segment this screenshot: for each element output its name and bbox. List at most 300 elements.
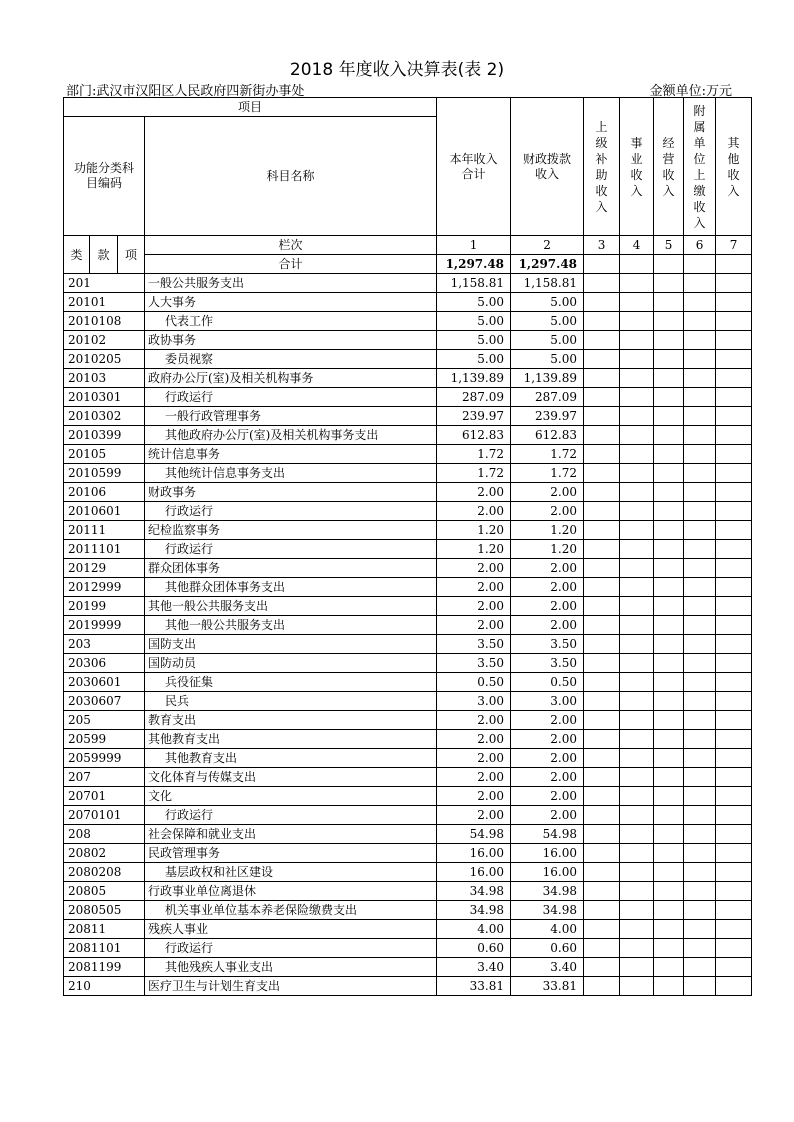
row-code: 20701 [64, 787, 145, 806]
row-c2: 2.00 [511, 616, 584, 635]
empty-cell [684, 331, 716, 350]
row-c1: 1,139.89 [437, 369, 511, 388]
empty-cell [684, 464, 716, 483]
header-project: 项目 [64, 98, 437, 117]
row-name: 纪检监察事务 [145, 521, 437, 540]
table-row [64, 559, 752, 578]
empty-cell [684, 863, 716, 882]
row-code: 2010108 [64, 312, 145, 331]
empty-cell [620, 578, 654, 597]
row-name: 行政运行 [145, 806, 437, 825]
table-row [64, 749, 752, 768]
row-name: 其他群众团体事务支出 [145, 578, 437, 597]
row-c1: 2.00 [437, 616, 511, 635]
empty-cell [716, 426, 752, 445]
empty-cell [684, 882, 716, 901]
empty-cell [684, 635, 716, 654]
row-c1: 1,158.81 [437, 274, 511, 293]
row-name: 群众团体事务 [145, 559, 437, 578]
row-c2: 3.00 [511, 692, 584, 711]
empty-cell [654, 312, 684, 331]
column-no-4: 4 [620, 236, 654, 255]
table-row [64, 445, 752, 464]
empty-cell [716, 654, 752, 673]
empty-cell [716, 806, 752, 825]
row-name: 委员视察 [145, 350, 437, 369]
empty-cell [584, 445, 620, 464]
empty-cell [620, 540, 654, 559]
row-code: 210 [64, 977, 145, 996]
row-code: 2010301 [64, 388, 145, 407]
row-c1: 34.98 [437, 882, 511, 901]
row-c1: 1.20 [437, 540, 511, 559]
empty-cell [654, 920, 684, 939]
table-row [64, 939, 752, 958]
row-name: 文化 [145, 787, 437, 806]
row-c2: 1.72 [511, 464, 584, 483]
empty-cell [684, 768, 716, 787]
empty-cell [716, 559, 752, 578]
row-c1: 2.00 [437, 768, 511, 787]
table-row [64, 540, 752, 559]
row-c2: 3.40 [511, 958, 584, 977]
row-c1: 0.50 [437, 673, 511, 692]
row-name: 其他残疾人事业支出 [145, 958, 437, 977]
table-row [64, 464, 752, 483]
empty-cell [716, 578, 752, 597]
row-code: 2070101 [64, 806, 145, 825]
empty-cell [684, 312, 716, 331]
empty-cell [584, 863, 620, 882]
empty-cell [584, 312, 620, 331]
empty-cell [584, 844, 620, 863]
empty-cell [654, 787, 684, 806]
empty-cell [654, 578, 684, 597]
table-row [64, 635, 752, 654]
empty-cell [716, 977, 752, 996]
empty-cell [654, 673, 684, 692]
row-c2: 34.98 [511, 882, 584, 901]
empty-cell [684, 369, 716, 388]
empty-cell [584, 673, 620, 692]
empty-cell [654, 426, 684, 445]
row-c2: 1.20 [511, 521, 584, 540]
row-c1: 3.00 [437, 692, 511, 711]
empty-cell [584, 369, 620, 388]
empty-cell [684, 597, 716, 616]
table-row [64, 654, 752, 673]
table-row [64, 711, 752, 730]
row-name: 其他教育支出 [145, 749, 437, 768]
empty-cell [654, 388, 684, 407]
row-code: 20805 [64, 882, 145, 901]
row-c1: 1.72 [437, 445, 511, 464]
empty-cell [684, 445, 716, 464]
table-row [64, 787, 752, 806]
row-c2: 5.00 [511, 350, 584, 369]
row-c2: 3.50 [511, 654, 584, 673]
header-col4: 事业收入 [620, 98, 654, 236]
row-name: 残疾人事业 [145, 920, 437, 939]
row-c1: 4.00 [437, 920, 511, 939]
empty-cell [654, 825, 684, 844]
empty-cell [620, 863, 654, 882]
empty-cell [584, 958, 620, 977]
row-c1: 1.72 [437, 464, 511, 483]
empty-cell [716, 711, 752, 730]
row-name: 国防支出 [145, 635, 437, 654]
row-c2: 4.00 [511, 920, 584, 939]
empty-cell [716, 540, 752, 559]
empty-cell [716, 825, 752, 844]
row-c1: 287.09 [437, 388, 511, 407]
empty-cell [584, 597, 620, 616]
row-c2: 2.00 [511, 502, 584, 521]
empty-cell [620, 293, 654, 312]
row-c2: 2.00 [511, 749, 584, 768]
empty-cell [716, 312, 752, 331]
empty-cell [584, 882, 620, 901]
empty-cell [654, 293, 684, 312]
row-c2: 5.00 [511, 331, 584, 350]
row-c1: 33.81 [437, 977, 511, 996]
row-code: 205 [64, 711, 145, 730]
table-row [64, 426, 752, 445]
table-row [64, 331, 752, 350]
empty-cell [654, 635, 684, 654]
empty-cell [584, 407, 620, 426]
table-row [64, 597, 752, 616]
empty-cell [584, 711, 620, 730]
page-title: 2018 年度收入决算表(表 2) [289, 60, 505, 80]
empty-cell [716, 635, 752, 654]
empty-cell [654, 369, 684, 388]
table-row [64, 521, 752, 540]
empty-cell [584, 939, 620, 958]
total-c1: 1,297.48 [437, 255, 511, 274]
empty-cell [716, 939, 752, 958]
row-name: 国防动员 [145, 654, 437, 673]
empty-cell [654, 844, 684, 863]
column-no-1: 1 [437, 236, 511, 255]
empty-cell [684, 825, 716, 844]
empty-cell [584, 977, 620, 996]
empty-cell [620, 388, 654, 407]
empty-cell [620, 939, 654, 958]
row-code: 20802 [64, 844, 145, 863]
table-row [64, 369, 752, 388]
row-code: 2081101 [64, 939, 145, 958]
empty-cell [684, 350, 716, 369]
empty-cell [654, 768, 684, 787]
empty-cell [620, 521, 654, 540]
row-code: 203 [64, 635, 145, 654]
empty-cell [584, 559, 620, 578]
row-c1: 2.00 [437, 597, 511, 616]
row-c2: 54.98 [511, 825, 584, 844]
table-row [64, 274, 752, 293]
header-subject-name: 科目名称 [145, 117, 437, 236]
row-name: 统计信息事务 [145, 445, 437, 464]
empty-cell [620, 597, 654, 616]
row-code: 20105 [64, 445, 145, 464]
empty-cell [620, 331, 654, 350]
header-lei: 类 [64, 236, 90, 274]
empty-cell [584, 806, 620, 825]
empty-cell [684, 711, 716, 730]
table-row [64, 350, 752, 369]
empty-cell [716, 844, 752, 863]
row-c2: 2.00 [511, 578, 584, 597]
empty-cell [716, 863, 752, 882]
empty-cell [584, 901, 620, 920]
empty-cell [684, 293, 716, 312]
row-c1: 2.00 [437, 787, 511, 806]
table-row [64, 692, 752, 711]
row-name: 医疗卫生与计划生育支出 [145, 977, 437, 996]
empty-cell [716, 768, 752, 787]
row-c2: 0.60 [511, 939, 584, 958]
empty-cell [684, 502, 716, 521]
empty-cell [584, 768, 620, 787]
empty-cell [620, 350, 654, 369]
row-code: 207 [64, 768, 145, 787]
row-c1: 3.50 [437, 654, 511, 673]
empty-cell [620, 730, 654, 749]
empty-cell [584, 293, 620, 312]
row-code: 2030607 [64, 692, 145, 711]
empty-cell [620, 616, 654, 635]
row-name: 其他统计信息事务支出 [145, 464, 437, 483]
empty-cell [716, 464, 752, 483]
empty-cell [620, 274, 654, 293]
row-c1: 1.20 [437, 521, 511, 540]
row-name: 行政运行 [145, 502, 437, 521]
empty-cell [684, 901, 716, 920]
empty-cell [684, 654, 716, 673]
row-c2: 34.98 [511, 901, 584, 920]
row-code: 20102 [64, 331, 145, 350]
empty-cell [654, 540, 684, 559]
row-c2: 2.00 [511, 483, 584, 502]
empty-cell [654, 958, 684, 977]
row-c1: 612.83 [437, 426, 511, 445]
empty-cell [620, 635, 654, 654]
row-name: 教育支出 [145, 711, 437, 730]
row-c2: 3.50 [511, 635, 584, 654]
row-c2: 2.00 [511, 787, 584, 806]
row-code: 2059999 [64, 749, 145, 768]
row-c1: 5.00 [437, 331, 511, 350]
empty-cell [584, 825, 620, 844]
header-col6: 附属单位上缴收入 [684, 98, 716, 236]
empty-cell [716, 597, 752, 616]
empty-cell [684, 958, 716, 977]
empty-cell [654, 863, 684, 882]
empty-cell [654, 977, 684, 996]
row-name: 文化体育与传媒支出 [145, 768, 437, 787]
empty-cell [654, 521, 684, 540]
row-c2: 2.00 [511, 711, 584, 730]
header-col5: 经营收入 [654, 98, 684, 236]
row-c2: 1,158.81 [511, 274, 584, 293]
empty-cell [716, 920, 752, 939]
row-code: 2012999 [64, 578, 145, 597]
empty-cell [620, 977, 654, 996]
empty-cell [584, 635, 620, 654]
empty-cell [620, 920, 654, 939]
table-row [64, 977, 752, 996]
department-label: 部门:武汉市汉阳区人民政府四新街办事处 [66, 84, 305, 99]
table-row [64, 312, 752, 331]
empty-cell [684, 559, 716, 578]
empty-cell [716, 673, 752, 692]
empty-cell [620, 692, 654, 711]
empty-cell [584, 502, 620, 521]
row-code: 2080505 [64, 901, 145, 920]
empty-cell [620, 407, 654, 426]
row-c1: 5.00 [437, 350, 511, 369]
revenue-table [63, 97, 752, 996]
row-c1: 2.00 [437, 749, 511, 768]
empty-cell [620, 768, 654, 787]
empty-cell [620, 901, 654, 920]
empty-cell [684, 407, 716, 426]
empty-cell [654, 806, 684, 825]
row-code: 2010205 [64, 350, 145, 369]
empty-cell [654, 350, 684, 369]
empty-cell [716, 407, 752, 426]
row-name: 基层政权和社区建设 [145, 863, 437, 882]
empty-cell [716, 692, 752, 711]
empty-cell [654, 502, 684, 521]
empty-cell [684, 806, 716, 825]
row-c2: 1.20 [511, 540, 584, 559]
row-c2: 1,139.89 [511, 369, 584, 388]
row-c2: 2.00 [511, 806, 584, 825]
row-c1: 3.40 [437, 958, 511, 977]
table-row [64, 407, 752, 426]
empty-cell [584, 920, 620, 939]
empty-cell [716, 521, 752, 540]
row-c2: 2.00 [511, 730, 584, 749]
row-c2: 0.50 [511, 673, 584, 692]
empty-cell [716, 350, 752, 369]
row-c1: 2.00 [437, 578, 511, 597]
empty-cell [654, 464, 684, 483]
empty-cell [620, 502, 654, 521]
row-code: 2010601 [64, 502, 145, 521]
row-code: 20106 [64, 483, 145, 502]
row-c1: 54.98 [437, 825, 511, 844]
empty-cell [684, 977, 716, 996]
row-code: 20811 [64, 920, 145, 939]
row-code: 2019999 [64, 616, 145, 635]
empty-cell [684, 749, 716, 768]
empty-cell [684, 673, 716, 692]
empty-cell [654, 692, 684, 711]
row-name: 行政运行 [145, 388, 437, 407]
row-code: 20101 [64, 293, 145, 312]
table-row [64, 673, 752, 692]
unit-label: 金额单位:万元 [649, 84, 732, 99]
empty-cell [654, 616, 684, 635]
empty-cell [684, 616, 716, 635]
row-c2: 612.83 [511, 426, 584, 445]
empty-cell [584, 274, 620, 293]
table-row [64, 483, 752, 502]
column-no-7: 7 [716, 236, 752, 255]
empty-cell [684, 578, 716, 597]
row-c2: 2.00 [511, 768, 584, 787]
empty-cell [684, 787, 716, 806]
row-code: 208 [64, 825, 145, 844]
header-col7: 其他收入 [716, 98, 752, 236]
row-c1: 34.98 [437, 901, 511, 920]
row-name: 政府办公厅(室)及相关机构事务 [145, 369, 437, 388]
row-code: 2010399 [64, 426, 145, 445]
row-c2: 2.00 [511, 597, 584, 616]
column-no-6: 6 [684, 236, 716, 255]
empty-cell [716, 787, 752, 806]
empty-cell [654, 939, 684, 958]
table-row [64, 958, 752, 977]
empty-cell [620, 787, 654, 806]
table-row [64, 616, 752, 635]
table-row [64, 768, 752, 787]
empty-cell [684, 730, 716, 749]
empty-cell [584, 540, 620, 559]
empty-cell [584, 787, 620, 806]
row-code: 2081199 [64, 958, 145, 977]
empty-cell [654, 901, 684, 920]
row-code: 2080208 [64, 863, 145, 882]
empty-cell [716, 882, 752, 901]
empty-cell [584, 331, 620, 350]
row-name: 政协事务 [145, 331, 437, 350]
empty-cell [584, 749, 620, 768]
empty-cell [584, 692, 620, 711]
row-name: 机关事业单位基本养老保险缴费支出 [145, 901, 437, 920]
empty-cell [584, 654, 620, 673]
row-name: 社会保障和就业支出 [145, 825, 437, 844]
total-label: 合计 [145, 255, 437, 274]
empty-cell [716, 445, 752, 464]
empty-cell [684, 920, 716, 939]
empty-cell [620, 749, 654, 768]
row-name: 其他教育支出 [145, 730, 437, 749]
empty-cell [684, 483, 716, 502]
header-func-code: 功能分类科目编码 [64, 117, 145, 236]
empty-cell [620, 369, 654, 388]
row-code: 20199 [64, 597, 145, 616]
row-name: 人大事务 [145, 293, 437, 312]
empty-cell [584, 730, 620, 749]
table-row [64, 730, 752, 749]
table-row [64, 578, 752, 597]
empty-cell [584, 521, 620, 540]
empty-cell [654, 331, 684, 350]
row-name: 民政管理事务 [145, 844, 437, 863]
header-col3: 上级补助收入 [584, 98, 620, 236]
empty-cell [684, 692, 716, 711]
row-c1: 0.60 [437, 939, 511, 958]
empty-cell [654, 654, 684, 673]
header-kuan: 款 [90, 236, 118, 274]
row-c1: 16.00 [437, 844, 511, 863]
empty-cell [684, 844, 716, 863]
empty-cell [584, 464, 620, 483]
